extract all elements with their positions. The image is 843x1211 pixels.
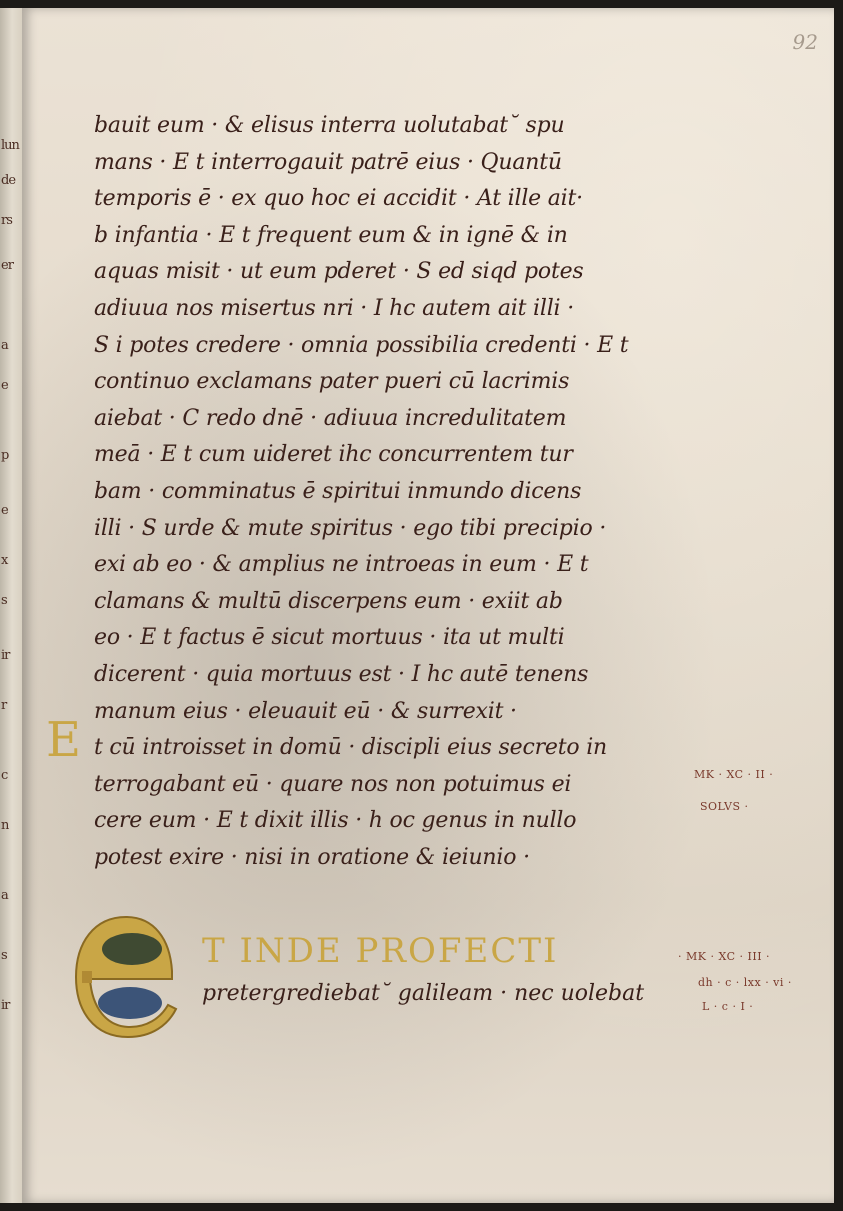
text-line: dicerent · quia mortuus est · I hc autē tenens (94, 661, 589, 687)
left-fragment: lun (1, 138, 19, 153)
heading-title: T INDE PROFECTI (202, 931, 559, 971)
left-fragment: s (1, 593, 7, 608)
left-fragment: de (1, 173, 16, 188)
left-fragment: e (1, 503, 8, 518)
page-number: 92 (792, 30, 818, 54)
text-line: illi · S urde & mute spiritus · ego tibi precipio · (94, 515, 607, 541)
text-line: aquas misit · ut eum pderet · S ed siqd potes (94, 259, 584, 285)
margin-note-canon-1: MK · XC · II · (694, 768, 774, 781)
left-fragment: a (1, 338, 8, 353)
margin-note-solus: SOLVS · (700, 800, 749, 813)
section-heading (72, 913, 712, 1043)
margin-note-canon-2: · MK · XC · III · (678, 950, 771, 963)
text-line: manum eius · eleuauit eū · & surrexit · (94, 698, 517, 724)
text-line: adiuua nos misertus nri · I hc autem ait illi · (94, 295, 574, 321)
text-line: bam · comminatus ē spiritui inmundo dicens (94, 478, 582, 504)
heading-text-line: pretergrediebat˘ galileam · nec uolebat (202, 981, 645, 1006)
text-line: aiebat · C redo dnē · adiuua incredulitatem (94, 405, 567, 431)
left-fragment: er (1, 258, 13, 273)
left-fragment: x (1, 553, 8, 568)
left-fragment: e (1, 378, 8, 393)
left-fragment: c (1, 768, 8, 783)
left-fragment: n (1, 818, 9, 833)
text-line: cere eum · E t dixit illis · h oc genus in nullo (94, 808, 577, 834)
left-fragment: ir (1, 998, 10, 1013)
text-line: continuo exclamans pater pueri cū lacrimis (94, 369, 570, 395)
manuscript-folio (22, 8, 834, 1203)
left-page-edge (0, 8, 22, 1203)
text-line-content: t cū introisset in domū · discipli eius secreto in (94, 735, 608, 761)
left-fragment: s (1, 948, 7, 963)
main-text-block (46, 108, 694, 876)
gold-initial-e: E (46, 712, 81, 769)
left-fragment: r (1, 698, 7, 713)
text-line: meā · E t cum uideret ihc concurrentem tur (94, 442, 573, 468)
left-fragment: ir (1, 648, 10, 663)
text-line: S i potes credere · omnia possibilia credenti · E t (94, 332, 629, 358)
left-fragment: p (1, 448, 9, 463)
text-line: mans · E t interrogauit patrē eius · Quantū (94, 149, 562, 175)
text-line: bauit eum · & elisus interra uolutabat˘ spu (94, 113, 565, 138)
text-line: b infantia · E t frequent eum & in ignē & in (94, 222, 568, 248)
text-line: temporis ē · ex quo hoc ei accidit · At ille ait· (94, 186, 583, 212)
text-line: terrogabant eū · quare nos non potuimus ei (94, 771, 572, 797)
text-line-with-initial (46, 712, 694, 769)
text-line: potest exire · nisi in oratione & ieiunio · (94, 844, 530, 870)
margin-note-canon-3: dh · c · lxx · vi · (698, 976, 792, 989)
text-line: exi ab eo · & amplius ne introeas in eum · E t (94, 552, 589, 578)
illuminated-initial-e-icon (72, 913, 180, 1041)
left-fragment: a (1, 888, 8, 903)
text-line: clamans & multū discerpens eum · exiit ab (94, 588, 563, 614)
left-fragment: rs (1, 213, 12, 228)
text-line: eo · E t factus ē sicut mortuus · ita ut multi (94, 625, 565, 651)
margin-note-canon-4: L · c · I · (702, 1000, 754, 1013)
